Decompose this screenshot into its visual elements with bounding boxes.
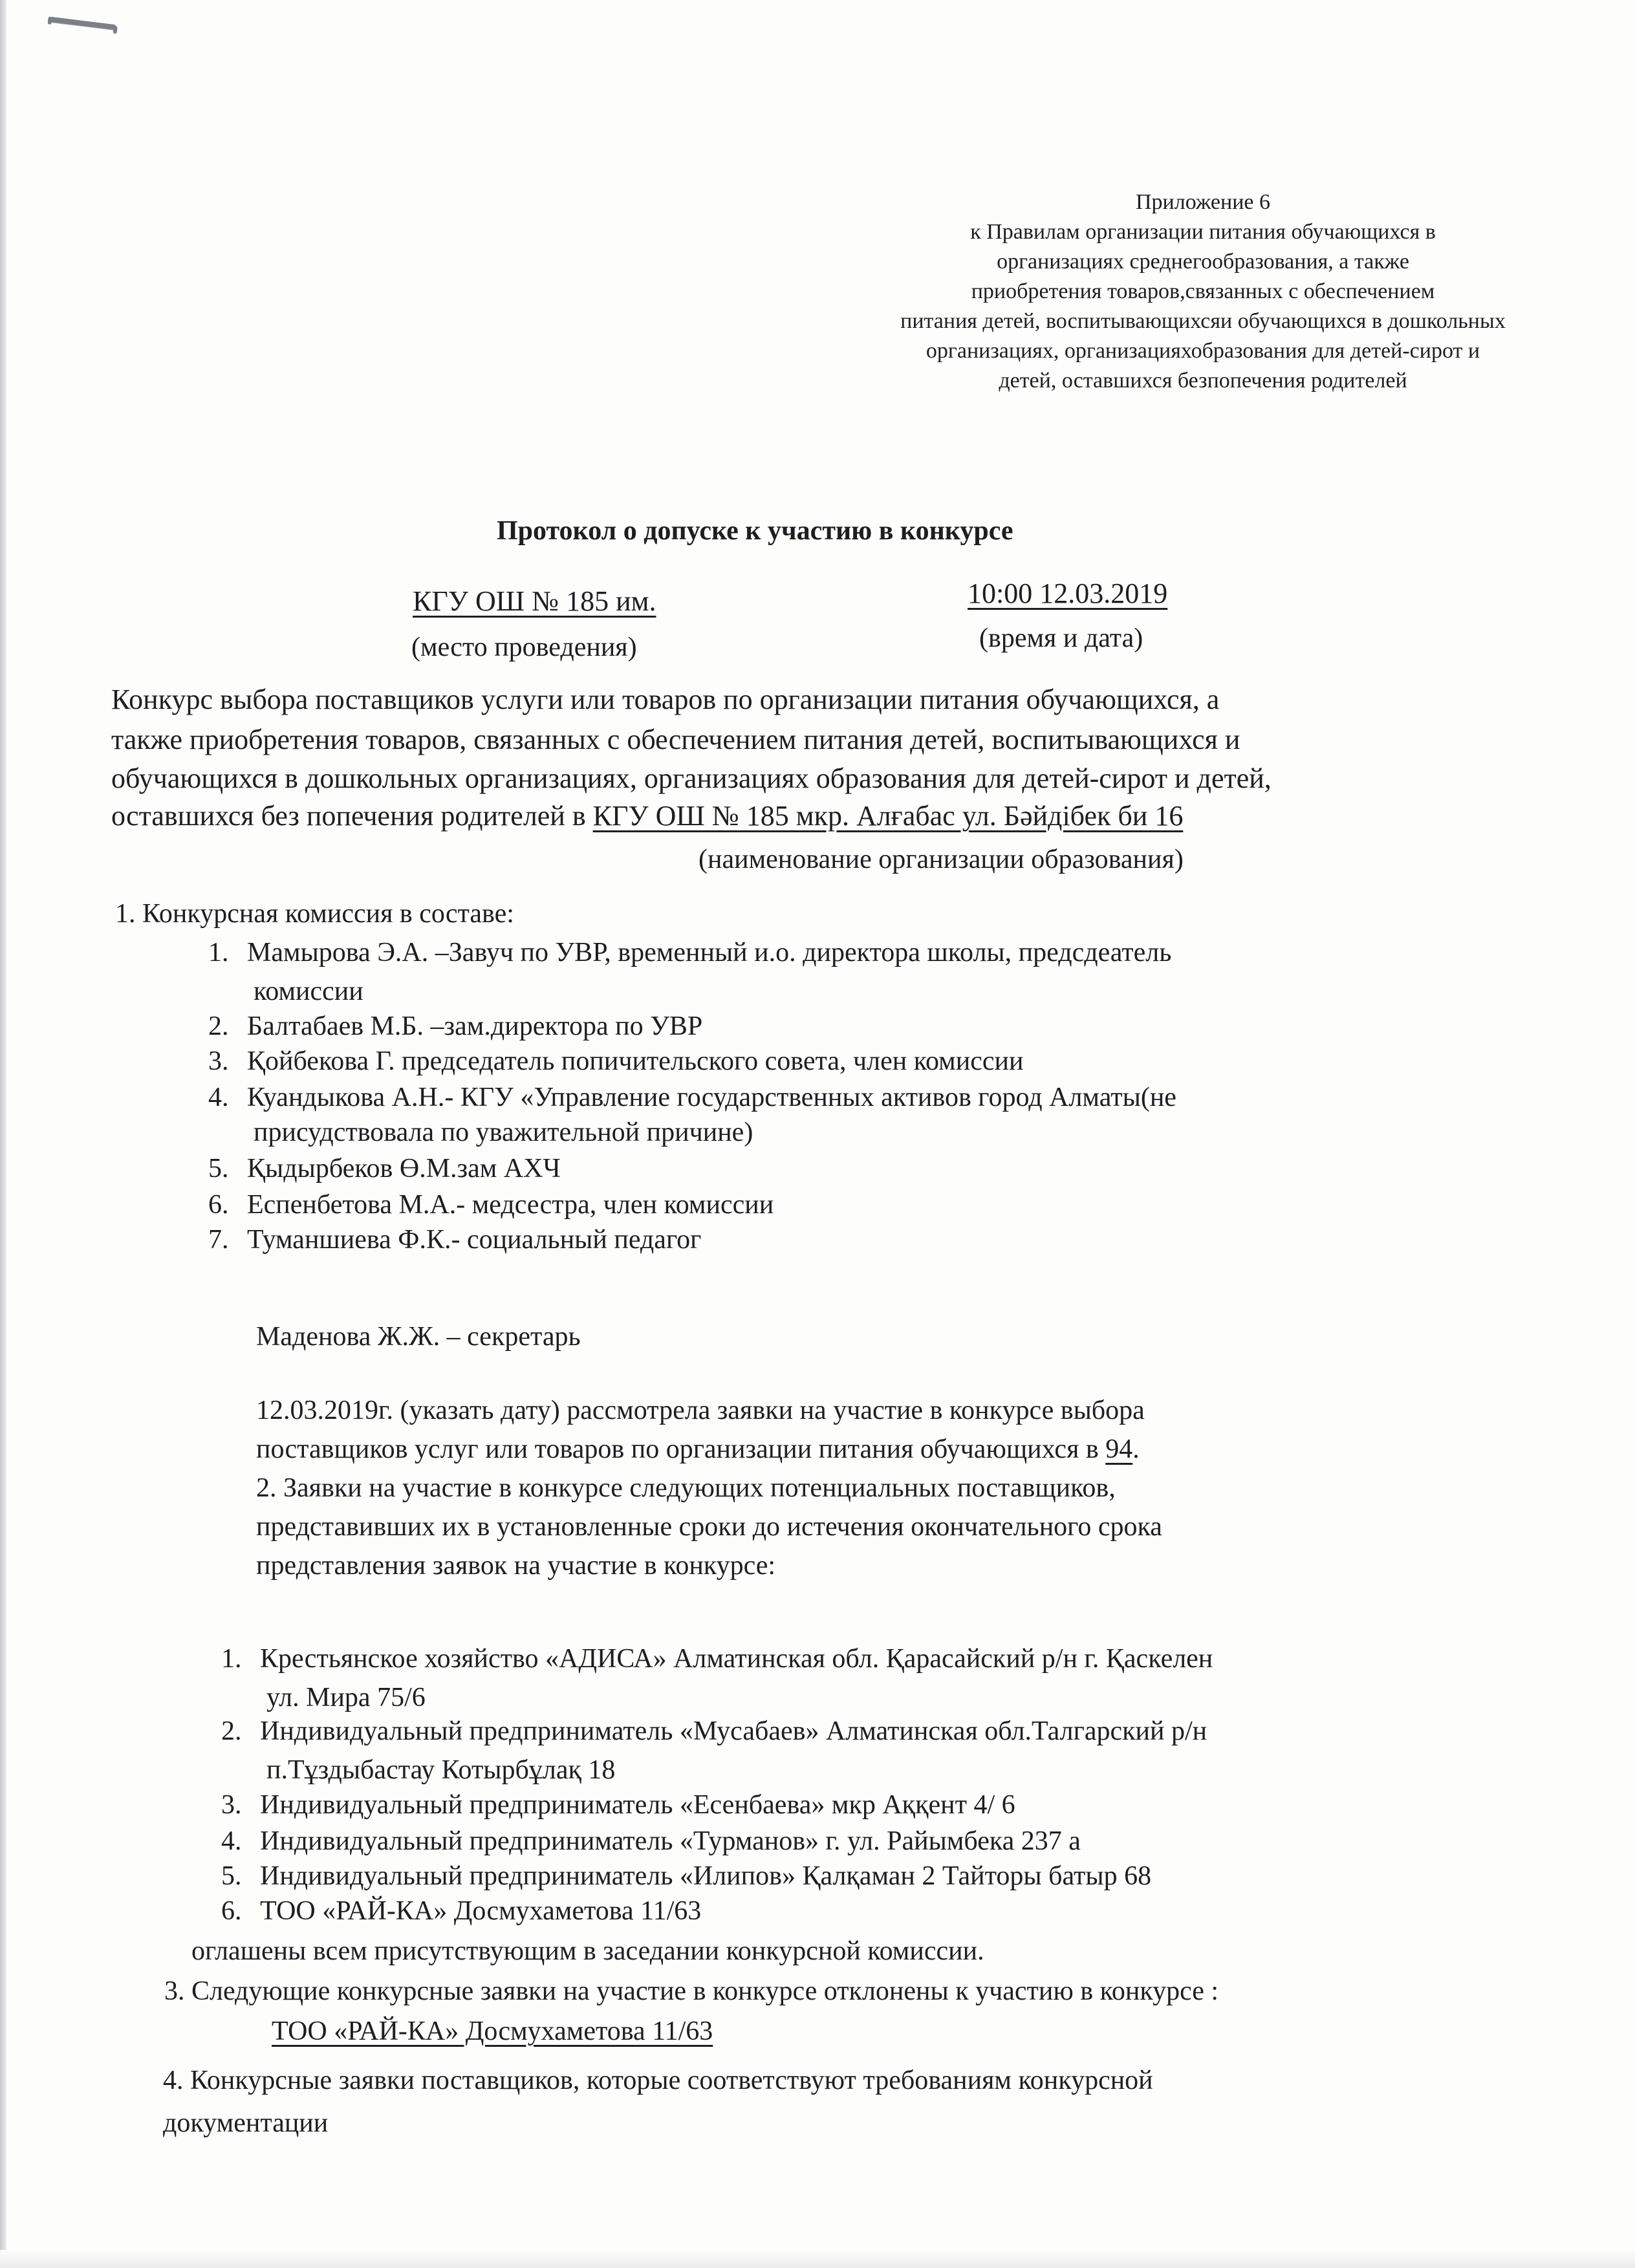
datetime-value: 10:00 12.03.2019 — [968, 578, 1168, 609]
appendix-line: организациях среднегообразования, а также — [997, 250, 1409, 274]
review-line: поставщиков услуг или товаров по организации питания обучающихся в 94. — [256, 1434, 1140, 1464]
appendix-line: организациях, организацияхобразования для детей-сирот и — [926, 339, 1480, 363]
staple-mark-icon — [49, 17, 116, 30]
supplier-item: 1. Крестьянское хозяйство «АДИСА» Алматинская обл. Қарасайский р/н г. Қаскелен — [221, 1644, 1213, 1674]
datetime-caption: (время и дата) — [979, 623, 1143, 653]
member-item: 1. Мамырова Э.А. –Завуч по УВР, временный и.о. директора школы, предсдеатель — [208, 938, 1172, 967]
member-item: 6. Еспенбетова М.А.- медсестра, член комиссии — [208, 1190, 774, 1220]
intro-line: обучающихся в дошкольных организациях, организациях образования для детей-сирот и детей, — [111, 762, 1272, 794]
supplier-item-cont: п.Тұздыбастау Котырбұлақ 18 — [266, 1755, 616, 1785]
supplier-item-cont: ул. Мира 75/6 — [266, 1683, 426, 1712]
appendix-line: детей, оставшихся безпопечения родителей — [999, 369, 1407, 393]
member-item-cont: присудствовала по уважительной причине) — [254, 1118, 753, 1147]
supplier-item: 2. Индивидуальный предприниматель «Мусабаев» Алматинская обл.Талгарский р/н — [221, 1716, 1207, 1746]
intro-line: Конкурс выбора поставщиков услуги или товаров по организации питания обучающихся, а — [111, 684, 1220, 715]
member-item: 4. Куандыкова А.Н.- КГУ «Управление государственных активов город Алматы(не — [208, 1083, 1176, 1112]
supplier-item: 4. Индивидуальный предприниматель «Турманов» г. ул. Райымбека 237 а — [221, 1826, 1081, 1856]
intro-line-last — [111, 802, 1183, 830]
member-item: 5. Қыдырбеков Ө.М.зам АХЧ — [208, 1154, 561, 1183]
member-item: 7. Туманшиева Ф.К.- социальный педагог — [208, 1225, 702, 1255]
member-item: 3. Қойбекова Г. председатель попичительского совета, член комиссии — [208, 1046, 1024, 1076]
section4-line: 4. Конкурсные заявки поставщиков, которые соответствуют требованиям конкурсной — [163, 2066, 1153, 2095]
supplier-item: 5. Индивидуальный предприниматель «Илипов» Қалқаман 2 Тайторы батыр 68 — [221, 1861, 1152, 1891]
appendix-header — [854, 188, 1552, 396]
intro-line: также приобретения товаров, связанных с обеспечением питания детей, воспитывающихся и — [111, 724, 1240, 755]
section4-line: документации — [163, 2108, 329, 2138]
section2-line: представления заявок на участие в конкурсе: — [256, 1551, 776, 1581]
scan-bottom-edge — [0, 2250, 1635, 2268]
place-caption: (место проведения) — [411, 632, 637, 662]
appendix-line: питания детей, воспитывающихсяи обучающихся в дошкольных — [900, 309, 1506, 333]
rejected-supplier: ТОО «РАЙ-КА» Досмухаметова 11/63 — [272, 2016, 713, 2046]
organization-caption: (наименование организации образования) — [698, 845, 1184, 874]
organization-name: КГУ ОШ № 185 мкр. Алғабас ул. Бәйдібек би 16 — [592, 800, 1184, 832]
section2-closing: оглашены всем присутствующим в заседании конкурсной комиссии. — [191, 1936, 984, 1966]
supplier-item: 6. ТОО «РАЙ-КА» Досмухаметова 11/63 — [221, 1896, 702, 1926]
member-item-cont: комиссии — [254, 977, 363, 1006]
secretary: Маденова Ж.Ж. – секретарь — [256, 1322, 581, 1352]
appendix-line: к Правилам организации питания обучающихся в — [970, 220, 1436, 244]
section2-line: представивших их в установленные сроки до истечения окончательного срока — [256, 1512, 1162, 1542]
review-count: 94 — [1105, 1434, 1133, 1464]
section2-line: 2. Заявки на участие в конкурсе следующих потенциальных поставщиков, — [256, 1473, 1116, 1503]
section3-heading: 3. Следующие конкурсные заявки на участие в конкурсе отклонены к участию в конкурсе : — [164, 1976, 1219, 2006]
place-value: КГУ ОШ № 185 им. — [413, 585, 656, 617]
appendix-line: приобретения товаров,связанных с обеспечением — [971, 279, 1435, 303]
supplier-item: 3. Индивидуальный предприниматель «Есенбаева» мкр Аққент 4/ 6 — [221, 1790, 1015, 1820]
scan-edge — [0, 0, 6, 2268]
intro-prefix: оставшихся без попечения родителей в — [111, 800, 593, 832]
appendix-line: Приложение 6 — [1136, 190, 1270, 214]
review-line: 12.03.2019г. (указать дату) рассмотрела заявки на участие в конкурсе выбора — [256, 1396, 1145, 1425]
document-title: Протокол о допуске к участию в конкурсе — [497, 516, 1013, 546]
member-item: 2. Балтабаев М.Б. –зам.директора по УВР — [208, 1011, 703, 1041]
section1-heading: 1. Конкурсная комиссия в составе: — [115, 899, 514, 929]
